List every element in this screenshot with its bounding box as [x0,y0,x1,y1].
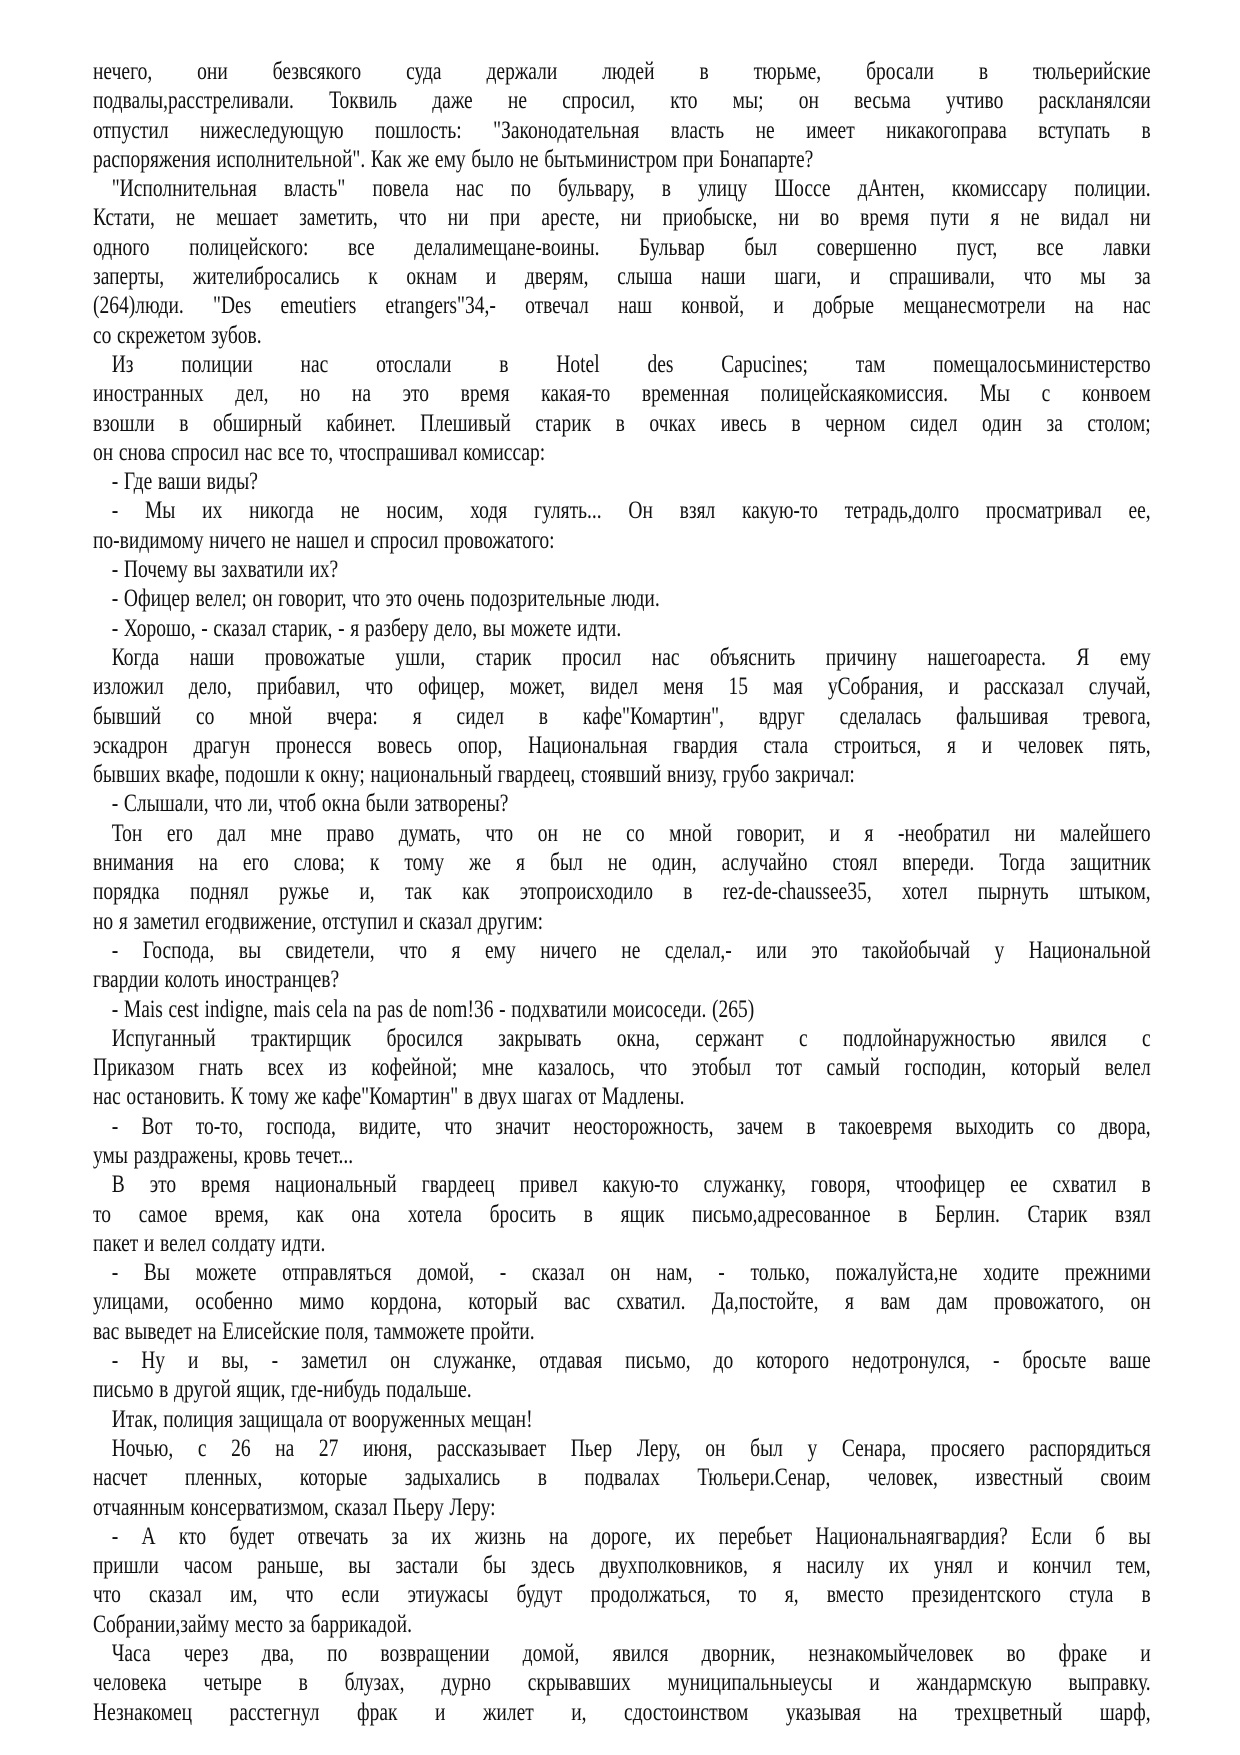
paragraph [93,1024,1151,1112]
text-line: - Офицер велел; он говорит, что это очень подозрительные люди. [111,585,660,613]
text-line: пакет и велел солдату идти. [93,1229,326,1257]
paragraph [93,584,1151,613]
paragraph [93,643,1151,789]
paragraph [93,614,1151,643]
text-line: насчет пленных, которые задыхались в подвалах Тюльери.Сенар, человек, известный своим [93,1464,1151,1492]
text-line: то самое время, как она хотела бросить в ящик письмо,адресованное в Берлин. Старик взял [93,1200,1151,1228]
text-line: бывший со мной вчера: я сидел в кафе"Комартин", вдруг сделалась фальшивая тревога, [93,702,1151,730]
text-line: - А кто будет отвечать за их жизнь на дороге, их перебьет Национальнаягвардия? Если б вы [111,1522,1151,1550]
text-line: - Ну и вы, - заметил он служанке, отдавая письмо, до которого недотронулся, - бросьте ваше [111,1347,1151,1375]
text-line: отчаянным консерватизмом, сказал Пьеру Леру: [93,1493,496,1521]
text-line: что сказал им, что если этиужасы будут продолжаться, то я, вместо президентского стула в [93,1581,1151,1609]
text-line: одного полицейского: все делалимещане-воины. Бульвар был совершенно пуст, все лавки [93,233,1151,261]
text-line: Испуганный трактирщик бросился закрывать окна, сержант с подлойнаружностью явился с [111,1024,1151,1052]
text-line: отпустил нижеследующую пошлость: "Законодательная власть не имеет никакогоправа вступать в [93,116,1151,144]
paragraph [93,1639,1151,1727]
text-line: умы раздражены, кровь течет... [93,1141,354,1169]
text-line: - Почему вы захватили их? [111,556,339,584]
paragraph [93,350,1151,467]
paragraph [93,1112,1151,1171]
text-line: вас выведет на Елисейские поля, тамможете пройти. [93,1317,535,1345]
text-line: заперты, жителибросались к окнам и дверям, слыша наши шаги, и спрашивали, что мы за [93,263,1151,291]
text-line: бывших вкафе, подошли к окну; национальный гвардеец, стоявший внизу, грубо закричал: [93,761,855,789]
text-line: - Мы их никогда не носим, ходя гулять... Он взял какую-то тетрадь,долго просматривал ее, [111,497,1151,525]
text-line: Собрании,займу место за баррикадой. [93,1610,412,1638]
paragraph [93,555,1151,584]
text-line: (264)люди. "Des emeutiers etrangers"34,- отвечал наш конвой, и добрые мещанесмотрели на нас [93,292,1151,320]
text-line: - Вы можете отправляться домой, - сказал он нам, - только, пожалуйста,не ходите прежними [111,1259,1151,1287]
text-line: пришли часом раньше, вы застали бы здесь двухполковников, я насилу их унял и кончил тем, [93,1552,1151,1580]
text-line: Незнакомец расстегнул фрак и жилет и, сдостоинством указывая на трехцветный шарф, [93,1698,1151,1726]
paragraph [93,1170,1151,1258]
paragraph [93,789,1151,818]
paragraph [93,496,1151,555]
text-line: иностранных дел, но на это время какая-то временная полицейскаякомиссия. Мы с конвоем [93,380,1151,408]
text-line: Кстати, не мешает заметить, что ни при аресте, ни приобыске, ни во время пути я не видал ни [93,204,1151,232]
text-line: но я заметил егодвижение, отступил и сказал другим: [93,907,544,935]
text-line: Тон его дал мне право думать, что он не со мной говорит, и я -необратил ни малейшего [111,819,1151,847]
paragraph [93,1522,1151,1639]
text-line: письмо в другой ящик, где-нибудь подальше. [93,1376,472,1404]
text-line: - Mais cest indigne, mais cela na pas de nom!36 - подхватили моисоседи. (265) [111,995,755,1023]
paragraph [93,819,1151,936]
text-line: подвалы,расстреливали. Токвиль даже не спросил, кто мы; он весьма учтиво раскланялсяи [93,87,1151,115]
text-line: Когда наши провожатые ушли, старик просил нас объяснить причину нашегоареста. Я ему [111,643,1151,671]
text-line: Итак, полиция защищала от вооруженных мещан! [111,1405,533,1433]
text-line: Приказом гнать всех из кофейной; мне казалось, что этобыл тот самый господин, который велел [93,1054,1151,1082]
text-line: человека четыре в блузах, дурно скрывавших муниципальныеусы и жандармскую выправку. [93,1669,1151,1697]
text-line: улицами, особенно мимо кордона, который вас схватил. Да,постойте, я вам дам провожатого, он [93,1288,1151,1316]
text-line: нас остановить. К тому же кафе"Комартин" в двух шагах от Мадлены. [93,1083,685,1111]
text-line: по-видимому ничего не нашел и спросил провожатого: [93,526,555,554]
document-page [93,57,1151,1727]
text-line: В это время национальный гвардеец привел какую-то служанку, говоря, чтоофицер ее схватил в [111,1171,1151,1199]
paragraph [93,936,1151,995]
text-line: - Господа, вы свидетели, что я ему ничего не сделал,- или это такойобычай у Национальной [111,936,1151,964]
text-line: внимания на его слова; к тому же я был не один, аслучайно стоял впереди. Тогда защитник [93,849,1151,877]
text-line: - Слышали, что ли, чтоб окна были затворены? [111,790,509,818]
paragraph [93,1258,1151,1346]
text-line: - Где ваши виды? [111,468,258,496]
text-line: Ночью, с 26 на 27 июня, рассказывает Пьер Леру, он был у Сенара, просяего распорядиться [111,1434,1151,1462]
paragraph [93,1346,1151,1405]
paragraph [93,1434,1151,1522]
text-line: распоряжения исполнительной". Как же ему было не бытьминистром при Бонапарте? [93,145,814,173]
paragraph [93,467,1151,496]
text-line: нечего, они безвсякого суда держали людей в тюрьме, бросали в тюльерийские [93,58,1151,85]
text-line: он снова спросил нас все то, чтоспрашивал комиссар: [93,438,546,466]
text-line: взошли в обширный кабинет. Плешивый старик в очках ивесь в черном сидел один за столом; [93,409,1151,437]
paragraph [93,57,1151,174]
text-line: Из полиции нас отослали в Hotel des Capucines; там помещалосьминистерство [111,350,1151,378]
text-line: со скрежетом зубов. [93,321,262,349]
text-line: гвардии колоть иностранцев? [93,966,340,994]
text-line: Часа через два, по возвращении домой, явился дворник, незнакомыйчеловек во фраке и [111,1640,1151,1668]
text-line: изложил дело, прибавил, что офицер, может, видел меня 15 мая уСобрания, и рассказал случай, [93,673,1151,701]
paragraph [93,1405,1151,1434]
paragraph [93,995,1151,1024]
text-line: эскадрон драгун пронесся вовесь опор, Национальная гвардия стала строиться, я и человек пять, [93,731,1151,759]
text-line: порядка поднял ружье и, так как этопроисходило в rez-de-chaussee35, хотел пырнуть штыком, [93,878,1151,906]
paragraph [93,174,1151,350]
text-line: - Хорошо, - сказал старик, - я разберу дело, вы можете идти. [111,614,622,642]
text-line: - Вот то-то, господа, видите, что значит неосторожность, зачем в такоевремя выходить со двора, [111,1112,1151,1140]
text-line: "Исполнительная власть" повела нас по бульвару, в улицу Шоссе дАнтен, ккомиссару полиции. [111,175,1151,203]
